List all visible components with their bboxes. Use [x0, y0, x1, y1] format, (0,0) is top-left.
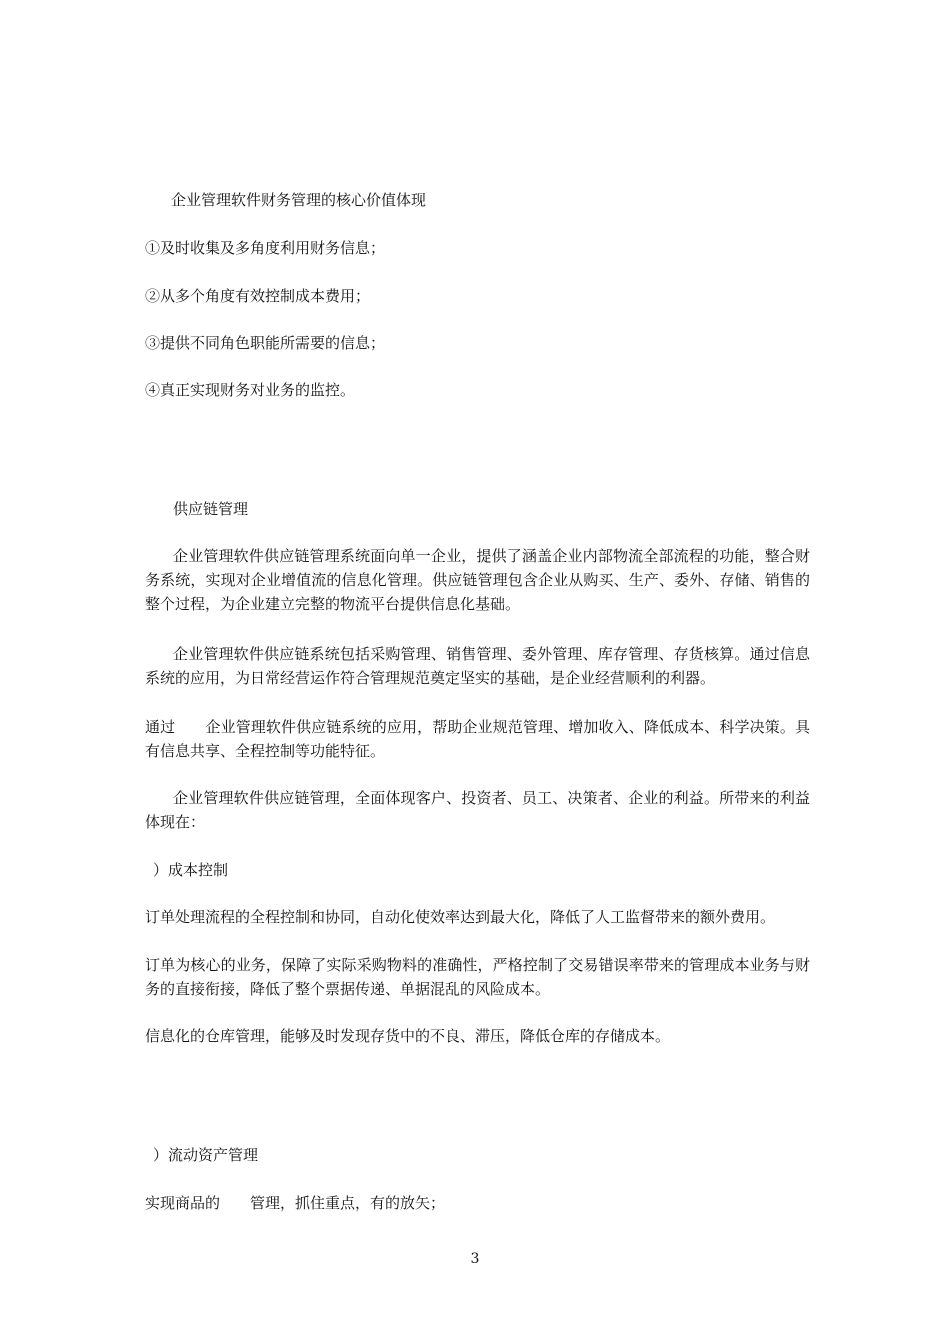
list-item: ④真正实现财务对业务的监控。 — [145, 381, 356, 399]
paragraph: 通过 企业管理软件供应链系统的应用，帮助企业规范管理、增加收入、降低成本、科学决策。具有信息共享、全程控制等功能特征。 — [145, 718, 810, 760]
list-item: ③提供不同角色职能所需要的信息； — [145, 334, 386, 352]
paragraph: 企业管理软件供应链管理系统面向单一企业，提供了涵盖企业内部物流全部流程的功能，整合财务系统，实现对企业增值流的信息化管理。供应链管理包含企业从购买、生产、委外、存储、销售的整个过程，为企业建立完整的物流平台提供信息化基础。 — [145, 547, 810, 613]
paragraph: 实现商品的 管理，抓住重点，有的放矢； — [145, 1194, 446, 1212]
subsection-heading-current-assets: ）流动资产管理 — [153, 1146, 259, 1164]
paragraph: 订单为核心的业务，保障了实际采购物料的准确性，严格控制了交易错误率带来的管理成本业务与财务的直接衔接，降低了整个票据传递、单据混乱的风险成本。 — [145, 956, 810, 998]
list-item: ①及时收集及多角度利用财务信息； — [145, 239, 386, 257]
paragraph: 企业管理软件供应链系统包括采购管理、销售管理、委外管理、库存管理、存货核算。通过信息系统的应用，为日常经营运作符合管理规范奠定坚实的基础，是企业经营顺利的利器。 — [145, 645, 810, 687]
section-heading-finance-value: 企业管理软件财务管理的核心价值体现 — [171, 191, 427, 209]
paragraph: 信息化的仓库管理，能够及时发现存货中的不良、滞压，降低仓库的存储成本。 — [145, 1027, 671, 1045]
subsection-heading-cost-control: ）成本控制 — [153, 861, 229, 879]
page-number: 3 — [470, 1251, 480, 1267]
section-heading-supply-chain: 供应链管理 — [173, 500, 249, 518]
list-item: ②从多个角度有效控制成本费用； — [145, 287, 371, 305]
paragraph: 订单处理流程的全程控制和协同，自动化使效率达到最大化，降低了人工监督带来的额外费用。 — [145, 908, 776, 926]
paragraph: 企业管理软件供应链管理，全面体现客户、投资者、员工、决策者、企业的利益。所带来的利益体现在： — [145, 789, 810, 831]
